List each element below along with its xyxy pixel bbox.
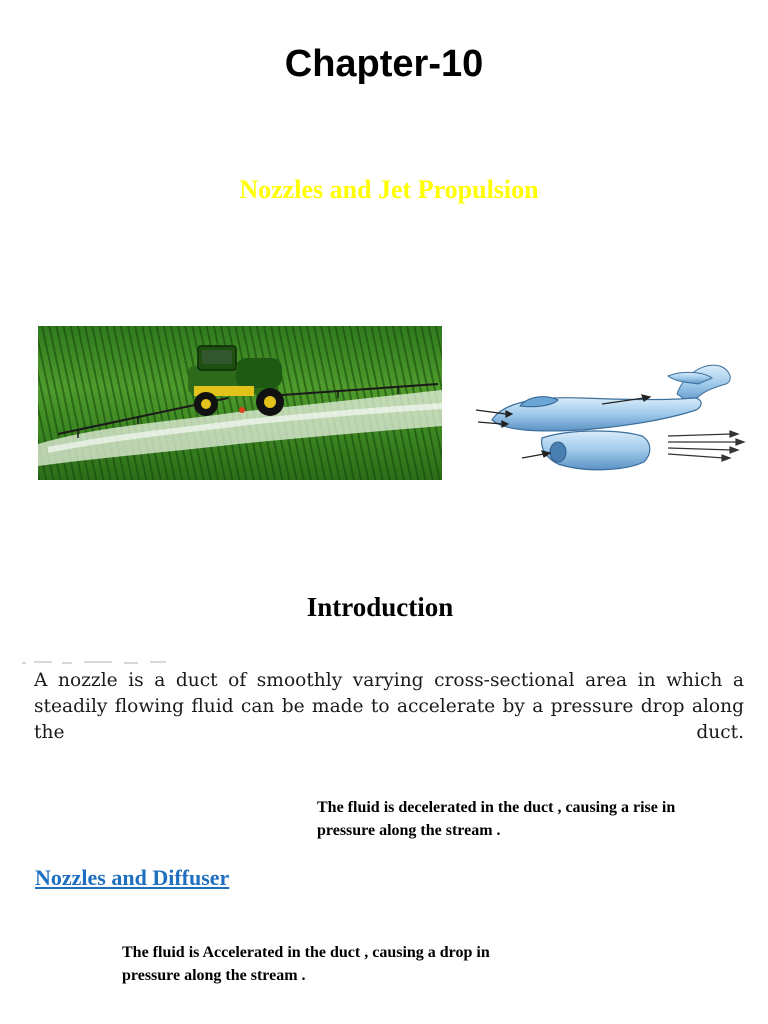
scan-marks <box>22 656 172 666</box>
diffuser-note: The fluid is decelerated in the duct , causing a rise in pressure along the stream . <box>317 799 676 839</box>
jet-airplane-icon <box>472 354 748 480</box>
airplane-illustration <box>472 354 748 480</box>
tractor-photo <box>38 326 442 480</box>
nozzles-and-diffuser-link[interactable]: Nozzles and Diffuser <box>35 865 230 890</box>
tractor-illustration <box>38 326 442 480</box>
introduction-heading: Introduction <box>306 592 454 622</box>
chapter-title: Chapter-10 <box>284 43 484 85</box>
nozzle-note: The fluid is Accelerated in the duct , causing a drop in pressure along the stream . <box>122 944 490 984</box>
nozzle-definition: A nozzle is a duct of smoothly varying cross-sectional area in which a steadily flowing fluid can be made to accelerate by a pressure drop along the duct. <box>34 670 744 743</box>
chapter-subtitle: Nozzles and Jet Propulsion <box>239 175 539 204</box>
